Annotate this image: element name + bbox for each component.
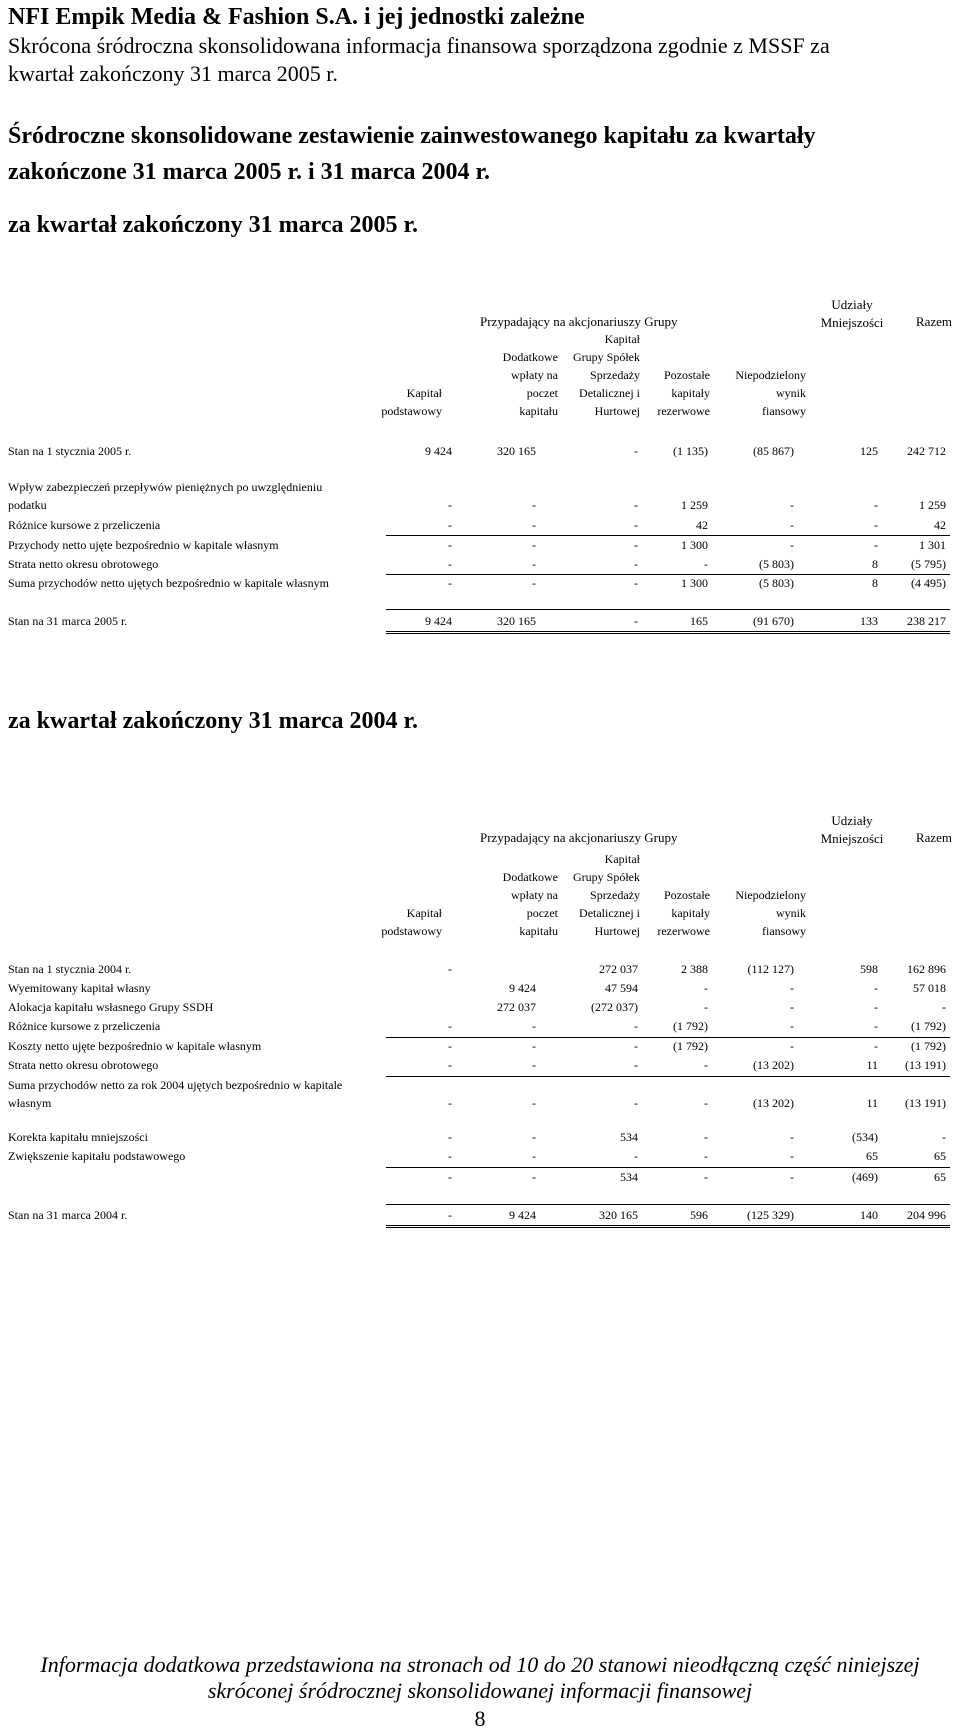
table-row: Alokacja kapitału wsłasnego Grupy SSDH 272 037 (272 037) - - - - [8, 1000, 946, 1014]
minority-header: Udziały Mniejszości [820, 813, 884, 846]
footer-line2: skróconej śródrocznej skonsolidowanej informacji finansowej [207, 1678, 753, 1703]
table-row: Stan na 31 marca 2004 r. - 9 424 320 165 596 (125 329) 140 204 996 [8, 1208, 946, 1222]
col-header-other-reserves: Pozostałe kapitały rezerwowe [657, 368, 710, 418]
total-rule [386, 1225, 950, 1228]
statement-title [8, 118, 948, 190]
col-header-share-capital: Kapitał podstawowy [381, 386, 442, 418]
table-row: Korekta kapitału mniejszości - - 534 - - (534) - [8, 1130, 946, 1144]
table-row: Stan na 31 marca 2005 r. 9 424 320 165 - 165 (91 670) 133 238 217 [8, 614, 946, 628]
subtotal-rule [386, 1076, 950, 1077]
total-header: Razem [915, 314, 952, 329]
col-header-group-capital: Kapitał Grupy Spółek Sprzedaży Detalicznej i Hurtowej [573, 852, 640, 938]
document-subtitle-line2: kwartał zakończony 31 marca 2005 r. [8, 61, 338, 86]
table-row: Różnice kursowe z przeliczenia - - - 42 - - 42 [8, 518, 946, 532]
section-title-2004: za kwartał zakończony 31 marca 2004 r. [8, 708, 418, 734]
col-header-share-capital: Kapitał podstawowy [381, 906, 442, 938]
table-row: Wpływ zabezpieczeń przepływów pieniężnych po uwzględnieniu podatku - - - 1 259 - - 1 259 [8, 480, 946, 512]
table-row: Suma przychodów netto ujętych bezpośrednio w kapitale własnym - - - 1 300 (5 803) 8 (4 495) [8, 576, 946, 590]
table-row: - - 534 - - (469) 65 [448, 1170, 946, 1184]
page-footer [0, 1652, 960, 1704]
total-rule [386, 631, 950, 634]
col-header-retained-earnings: Niepodzielony wynik fiansowy [735, 888, 806, 938]
subtotal-rule [386, 574, 950, 575]
col-header-additional-paid-in: Dodatkowe wpłaty na poczet kapitału [502, 870, 558, 938]
col-header-retained-earnings: Niepodzielony wynik fiansowy [735, 368, 806, 418]
group-header: Przypadający na akcjonariuszy Grupy [480, 314, 678, 329]
table-row: Stan na 1 stycznia 2004 r. - 272 037 2 388 (112 127) 598 162 896 [8, 962, 946, 976]
statement-title-line2: zakończone 31 marca 2005 r. i 31 marca 2004 r. [8, 159, 490, 185]
subtotal-rule [386, 1167, 950, 1168]
group-header: Przypadający na akcjonariuszy Grupy [480, 830, 678, 845]
subtotal-rule [386, 1037, 950, 1038]
table-row: Strata netto okresu obrotowego - - - - (13 202) 11 (13 191) [8, 1058, 946, 1072]
col-header-additional-paid-in: Dodatkowe wpłaty na poczet kapitału [502, 350, 558, 418]
table-row: Przychody netto ujęte bezpośrednio w kapitale własnym - - - 1 300 - - 1 301 [8, 538, 946, 552]
minority-header: Udziały Mniejszości [820, 297, 884, 330]
section-title-2005: za kwartał zakończony 31 marca 2005 r. [8, 212, 418, 238]
equity-table-2004 [8, 808, 950, 1228]
statement-title-line1: Śródroczne skonsolidowane zestawienie zainwestowanego kapitału za kwartały [8, 123, 816, 149]
footer-line1: Informacja dodatkowa przedstawiona na stronach od 10 do 20 stanowi nieodłączną część niniejszej [40, 1652, 920, 1677]
col-header-group-capital: Kapitał Grupy Spółek Sprzedaży Detalicznej i Hurtowej [573, 332, 640, 418]
table-row: Suma przychodów netto za rok 2004 ujętych bezpośrednio w kapitale własnym - - - - (13 202) 11 (13 191) [8, 1078, 946, 1110]
table-row: Wyemitowany kapitał własny 9 424 47 594 - - - 57 018 [8, 981, 946, 995]
table-row: Zwiększenie kapitału podstawowego - - - - - 65 65 [8, 1149, 946, 1163]
subtotal-rule [386, 609, 950, 610]
col-header-other-reserves: Pozostałe kapitały rezerwowe [657, 888, 710, 938]
document-header [8, 2, 948, 88]
subtotal-rule [386, 1204, 950, 1205]
total-header: Razem [915, 830, 952, 845]
company-name: NFI Empik Media & Fashion S.A. i jej jednostki zależne [8, 4, 585, 30]
table-row: Koszty netto ujęte bezpośrednio w kapitale własnym - - - (1 792) - - (1 792) [8, 1039, 946, 1053]
page-number: 8 [474, 1706, 486, 1731]
subtotal-rule [386, 535, 950, 536]
document-subtitle-line1: Skrócona śródroczna skonsolidowana informacja finansowa sporządzona zgodnie z MSSF za [8, 33, 830, 58]
table-row: Różnice kursowe z przeliczenia - - - (1 792) - - (1 792) [8, 1019, 946, 1033]
equity-table-2005 [8, 290, 950, 670]
table-row: Stan na 1 stycznia 2005 r. 9 424 320 165 - (1 135) (85 867) 125 242 712 [8, 444, 946, 458]
table-row: Strata netto okresu obrotowego - - - - (5 803) 8 (5 795) [8, 557, 946, 571]
